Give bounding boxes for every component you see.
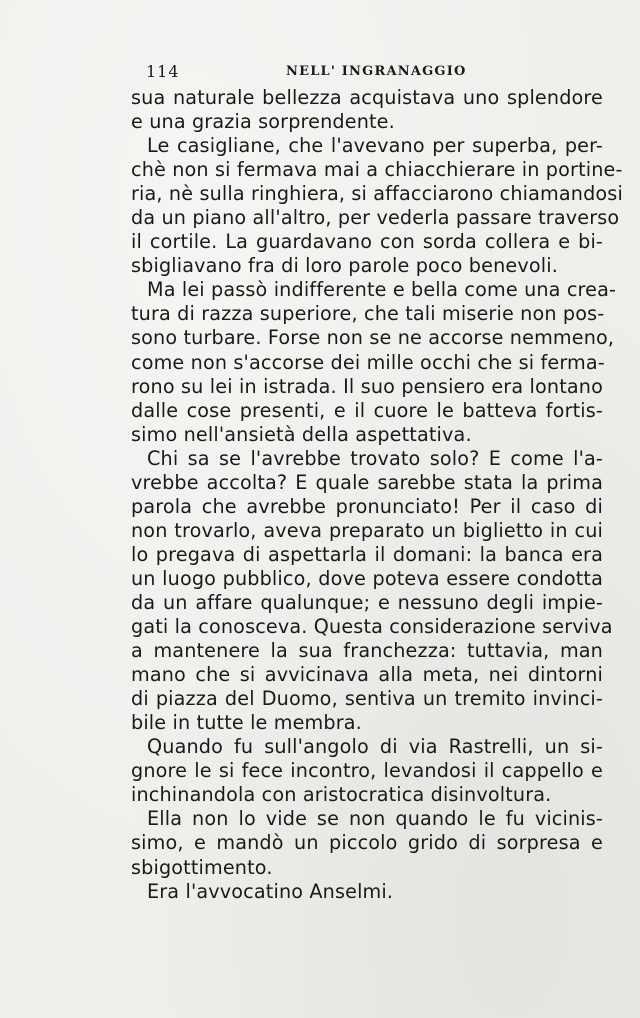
text-line: lo pregava di aspettarla il domani: la banca era: [131, 542, 603, 566]
text-line: non trovarlo, aveva preparato un biglietto in cui: [131, 518, 603, 542]
text-line: bile in tutte le membra.: [131, 711, 362, 735]
text-line: simo nell'ansietà della aspettativa.: [131, 422, 472, 446]
text-line: ria, nè sulla ringhiera, si affacciarono chiamandosi: [131, 182, 623, 206]
text-line: chè non si fermava mai a chiacchierare in portine-: [131, 158, 623, 182]
text-line: Chi sa se l'avrebbe trovato solo? E come l'a-: [147, 446, 603, 470]
text-line: mano che si avvicinava alla meta, nei dintorni: [131, 663, 603, 687]
text-line: a mantenere la sua franchezza: tuttavia, man: [131, 639, 603, 663]
page-header: [136, 62, 606, 82]
text-line: vrebbe accolta? E quale sarebbe stata la prima: [131, 470, 603, 494]
text-line: sbigliavano fra di loro parole poco benevoli.: [131, 254, 558, 278]
text-line: dalle cose presenti, e il cuore le batteva fortis-: [131, 398, 603, 422]
text-line: come non s'accorse dei mille occhi che si ferma-: [131, 350, 605, 374]
text-line: Quando fu sull'angolo di via Rastrelli, un si-: [147, 735, 603, 759]
text-line: Ella non lo vide se non quando le fu vicinis-: [147, 807, 603, 831]
text-line: da un piano all'altro, per vederla passare traverso: [131, 206, 620, 230]
text-line: tura di razza superiore, che tali miserie non pos-: [131, 302, 605, 326]
text-line: sono turbare. Forse non se ne accorse nemmeno,: [131, 326, 615, 350]
text-line: Era l'avvocatino Anselmi.: [147, 879, 394, 903]
text-line: da un affare qualunque; e nessuno degli impie-: [131, 590, 603, 614]
text-line: parola che avrebbe pronunciato! Per il caso di: [131, 494, 603, 518]
text-line: sua naturale bellezza acquistava uno splendore: [131, 86, 603, 109]
text-line: rono su lei in istrada. Il suo pensiero era lontano: [131, 374, 603, 398]
text-line: Ma lei passò indifferente e bella come una crea-: [147, 278, 617, 302]
text-line: gati la conosceva. Questa considerazione serviva: [131, 615, 613, 639]
text-line: simo, e mandò un piccolo grido di sorpresa e: [131, 831, 603, 855]
text-line: Le casigliane, che l'avevano per superba, per-: [147, 134, 603, 158]
page-number: 114: [146, 62, 180, 81]
body-text: [131, 86, 623, 904]
running-head: NELL' INGRANAGGIO: [286, 64, 467, 79]
text-line: inchinandola con aristocratica disinvoltura.: [131, 783, 552, 807]
text-line: gnore le si fece incontro, levandosi il cappello e: [131, 759, 603, 783]
text-line: e una grazia sorprendente.: [131, 110, 395, 134]
text-line: di piazza del Duomo, sentiva un tremito invinci-: [131, 687, 603, 711]
text-line: sbigottimento.: [131, 855, 273, 879]
text-line: il cortile. La guardavano con sorda collera e bi-: [131, 230, 603, 254]
text-line: un luogo pubblico, dove poteva essere condotta: [131, 566, 603, 590]
